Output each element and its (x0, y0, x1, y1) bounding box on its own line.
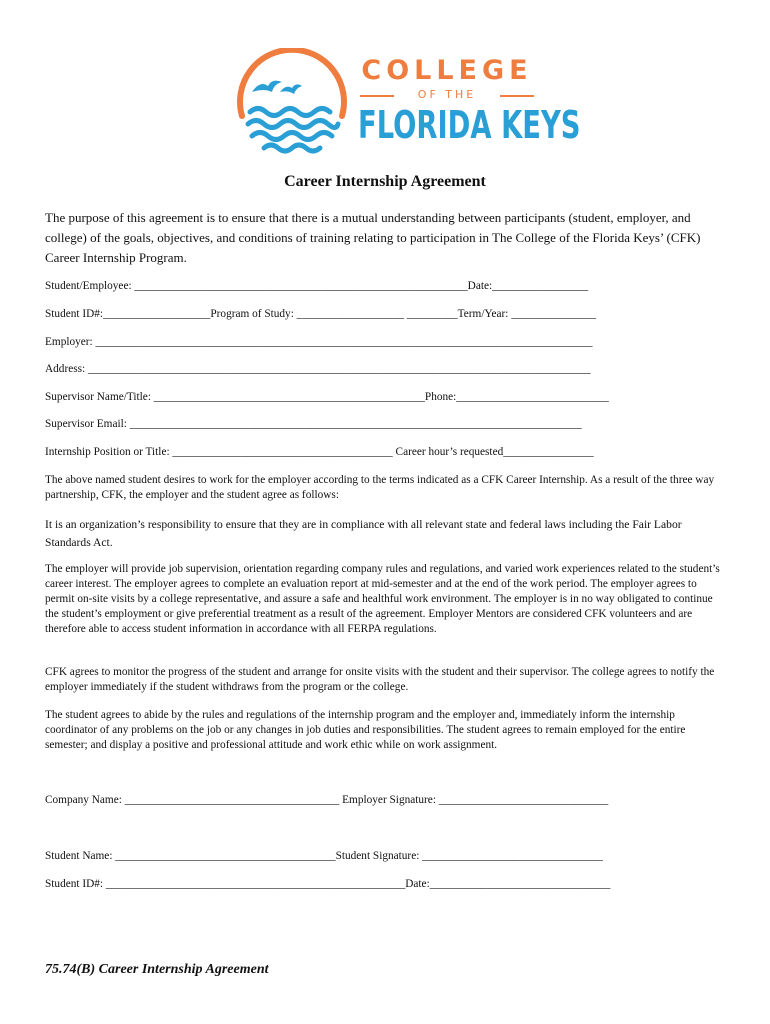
organization-paragraph: It is an organization’s responsibility to ensure that they are in compliance with all relevant state and federal laws including the Fair Labor Standards Act. (45, 518, 682, 549)
college-logo (228, 48, 581, 160)
student-employee-field[interactable]: Student/Employee: ___________________________________________________________Date:_________________ (45, 280, 589, 292)
company-signature-field[interactable]: Company Name: ______________________________________ Employer Signature: ______________________________ (45, 794, 609, 806)
student-id-date-field[interactable]: Student ID#: _____________________________________________________Date:________________________________ (45, 878, 611, 890)
form-footer: 75.74(B) Career Internship Agreement (45, 962, 269, 977)
internship-position-field[interactable]: Internship Position or Title: _______________________________________ Career hour’s requested________________ (45, 446, 594, 458)
logo-emblem-icon (228, 48, 358, 160)
cfk-paragraph: CFK agrees to monitor the progress of the student and arrange for onsite visits with the student and their supervisor. The college agrees to notify the employer immediately if the student withdraws from the program or the college. (45, 666, 715, 693)
document-title: Career Internship Agreement (284, 173, 486, 190)
logo-divider-left (360, 95, 394, 97)
employer-field[interactable]: Employer: ________________________________________________________________________________________ (45, 336, 593, 348)
supervisor-email-field[interactable]: Supervisor Email: ________________________________________________________________________________ (45, 418, 582, 430)
logo-college-text: COLLEGE (361, 55, 533, 86)
student-signature-field[interactable]: Student Name: _______________________________________Student Signature: ________________________________ (45, 850, 603, 862)
employer-paragraph: The employer will provide job supervision, orientation regarding company rules and regulations, and varied work experiences related to the student’s career interest. The employer agrees to complete an evaluation report at mid-semester and at the end of the work period. The employer agrees to permit on-site visits by a college representative, and assure a safe and healthful work environment. The employer is in no way obligated to continue the student’s employment or give preferential treatment as a result of the agreement. Employer Mentors are considered CFK volunteers and are therefore able to access student information in accordance with all FERPA regulations. (45, 563, 720, 635)
address-field[interactable]: Address: _________________________________________________________________________________________ (45, 363, 591, 375)
logo-of-the-row (358, 88, 536, 102)
logo-divider-right (500, 95, 534, 97)
supervisor-field[interactable]: Supervisor Name/Title: ________________________________________________Phone:___________________________ (45, 391, 609, 403)
intro-paragraph: The purpose of this agreement is to ensure that there is a mutual understanding between participants (student, employer, and college) of the goals, objectives, and conditions of training relating to participation in The College of the Florida Keys’ (CFK) Career Internship Program. (45, 210, 701, 265)
student-paragraph: The student agrees to abide by the rules and regulations of the internship program and the employer and, immediately inform the internship coordinator of any problems on the job or any changes in job duties and responsibilities. The student agrees to remain employed for the entire semester; and display a positive and professional attitude and work ethic while on work assignment. (45, 709, 686, 751)
named-student-paragraph: The above named student desires to work for the employer according to the terms indicated as a CFK Career Internship. As a result of the three way partnership, CFK, the employer and the student agree as follows: (45, 474, 715, 501)
logo-florida-keys-text: FLORIDA KEYS (358, 103, 581, 147)
student-id-field[interactable]: Student ID#:___________________Program of Study: ___________________ _________Term/Year: _______________ (45, 308, 596, 320)
logo-of-the-text: OF THE (417, 88, 477, 101)
